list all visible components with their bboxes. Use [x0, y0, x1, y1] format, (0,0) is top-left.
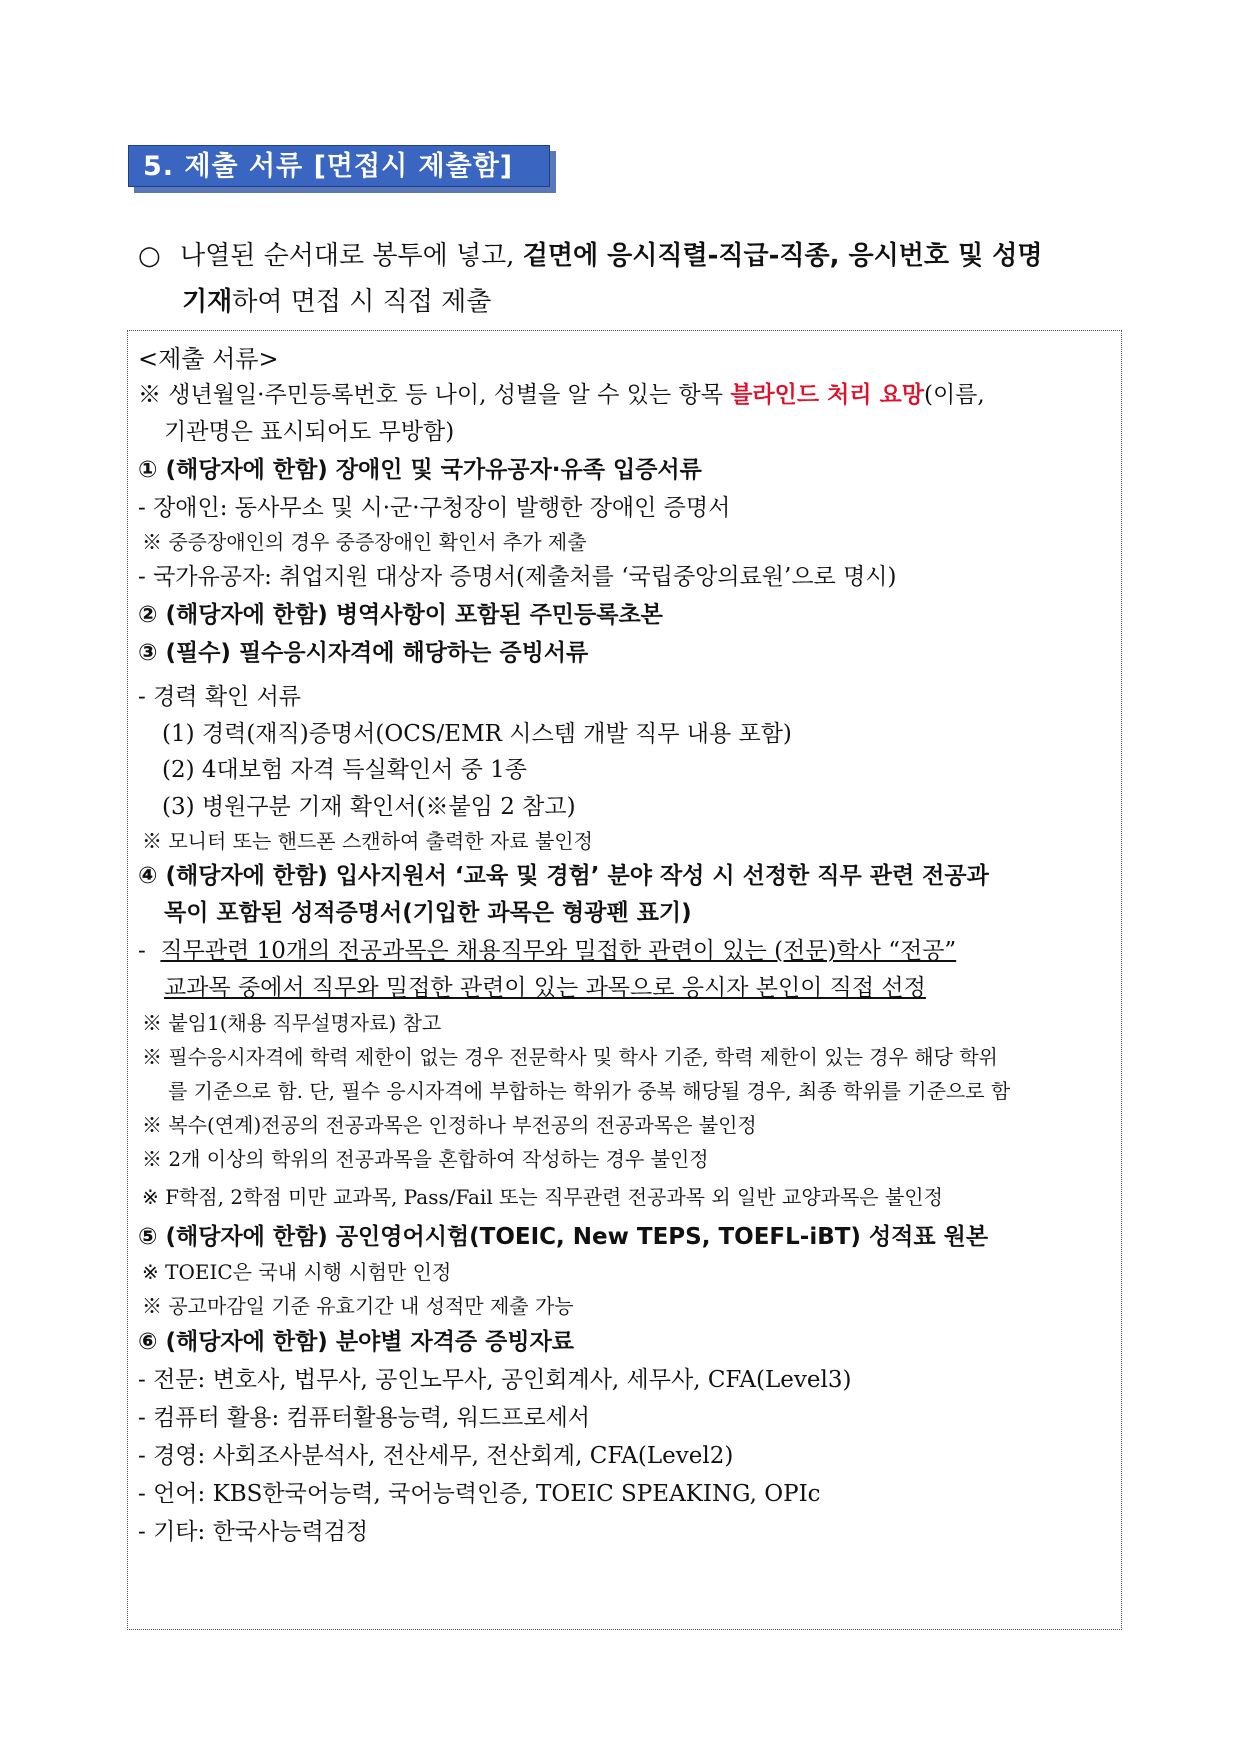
item4-major-line1: 직무관련 10개의 전공과목은 채용직무와 밀접한 관련이 있는 (전문)학사 “전공”: [160, 938, 957, 964]
item6-professional: - 전문: 변호사, 법무사, 공인노무사, 공인회계사, 세무사, CFA(Level3): [138, 1367, 852, 1393]
item4-major: [138, 932, 1111, 965]
intro-paragraph: [138, 233, 1128, 325]
item3-doc3: (3) 병원구분 기재 확인서(※붙임 2 참고): [162, 794, 576, 820]
item6-language: - 언어: KBS한국어능력, 국어능력인증, TOEIC SPEAKING, OPIc: [138, 1481, 821, 1507]
item4-note5: ※ F학점, 2학점 미만 교과목, Pass/Fail 또는 직무관련 전공과목 외 일반 교양과목은 불인정: [142, 1185, 943, 1209]
item4-note2-line2: 를 기준으로 함. 단, 필수 응시자격에 부합하는 학위가 중복 해당될 경우, 최종 학위를 기준으로 함: [168, 1079, 1011, 1103]
item6-management: - 경영: 사회조사분석사, 전산세무, 전산회계, CFA(Level2): [138, 1443, 734, 1469]
blind-note: [138, 376, 1111, 409]
blind-note-suffix: (이름,: [923, 382, 985, 408]
item4-major-line2: 교과목 중에서 직무와 밀접한 관련이 있는 과목으로 응시자 본인이 직접 선정: [164, 975, 926, 1001]
item4-title-2: 목이 포함된 성적증명서(기입한 과목은 형광펜 표기): [164, 900, 692, 926]
item1-note: ※ 중증장애인의 경우 중증장애인 확인서 추가 제출: [142, 530, 587, 554]
item1-title: ① (해당자에 한함) 장애인 및 국가유공자·유족 입증서류: [138, 457, 702, 483]
item4-note2-line1: ※ 필수응시자격에 학력 제한이 없는 경우 전문학사 및 학사 기준, 학력 제한이 있는 경우 해당 학위: [142, 1045, 998, 1069]
item5-note1: ※ TOEIC은 국내 시행 시험만 인정: [142, 1260, 452, 1284]
blind-note-line2: 기관명은 표시되어도 무방함): [164, 419, 455, 445]
blind-note-highlight: 블라인드 처리 요망: [730, 382, 924, 408]
item4-note1: ※ 붙임1(채용 직무설명자료) 참고: [142, 1011, 442, 1035]
intro-text-2: 하여 면접 시 직접 제출: [232, 287, 492, 317]
item4-note4: ※ 2개 이상의 학위의 전공과목을 혼합하여 작성하는 경우 불인정: [142, 1147, 709, 1171]
item6-title: ⑥ (해당자에 한함) 분야별 자격증 증빙자료: [138, 1329, 575, 1355]
item1-veteran: - 국가유공자: 취업지원 대상자 증명서(제출처를 ‘국립중앙의료원’으로 명시): [138, 564, 897, 590]
intro-text: 나열된 순서대로 봉투에 넣고,: [180, 241, 523, 271]
item3-note: ※ 모니터 또는 핸드폰 스캔하여 출력한 자료 불인정: [142, 829, 593, 853]
blind-note-text: ※ 생년월일·주민등록번호 등 나이, 성별을 알 수 있는 항목: [138, 382, 731, 408]
intro-bold-2: 기재: [182, 287, 233, 317]
item3-title: ③ (필수) 필수응시자격에 해당하는 증빙서류: [138, 640, 589, 666]
item2-title: ② (해당자에 한함) 병역사항이 포함된 주민등록초본: [138, 602, 663, 628]
item5-title: ⑤ (해당자에 한함) 공인영어시험(TOEIC, New TEPS, TOEFL-iBT) 성적표 원본: [138, 1224, 989, 1250]
intro-bold: 겉면에 응시직렬-직급-직종, 응시번호 및 성명: [522, 241, 1043, 271]
item1-disabled: - 장애인: 동사무소 및 시·군·구청장이 발행한 장애인 증명서: [138, 495, 731, 521]
section-title: 5. 제출 서류 [면접시 제출함]: [128, 145, 550, 187]
item6-computer: - 컴퓨터 활용: 컴퓨터활용능력, 워드프로세서: [138, 1405, 590, 1431]
circle-bullet: ○: [138, 241, 161, 271]
item4-note3: ※ 복수(연계)전공의 전공과목은 인정하나 부전공의 전공과목은 불인정: [142, 1113, 757, 1137]
dash: -: [138, 938, 161, 964]
item6-other: - 기타: 한국사능력검정: [138, 1519, 369, 1545]
item5-note2: ※ 공고마감일 기준 유효기간 내 성적만 제출 가능: [142, 1294, 574, 1318]
box-heading: <제출 서류>: [138, 345, 279, 373]
item4-title-1: ④ (해당자에 한함) 입사지원서 ‘교육 및 경험’ 분야 작성 시 선정한 직무 관련 전공과: [138, 863, 989, 889]
documents-box: [127, 330, 1122, 1630]
item3-doc2: (2) 4대보험 자격 득실확인서 중 1종: [162, 757, 528, 783]
item3-doc1: (1) 경력(재직)증명서(OCS/EMR 시스템 개발 직무 내용 포함): [162, 721, 792, 747]
item3-sub: - 경력 확인 서류: [138, 684, 302, 710]
